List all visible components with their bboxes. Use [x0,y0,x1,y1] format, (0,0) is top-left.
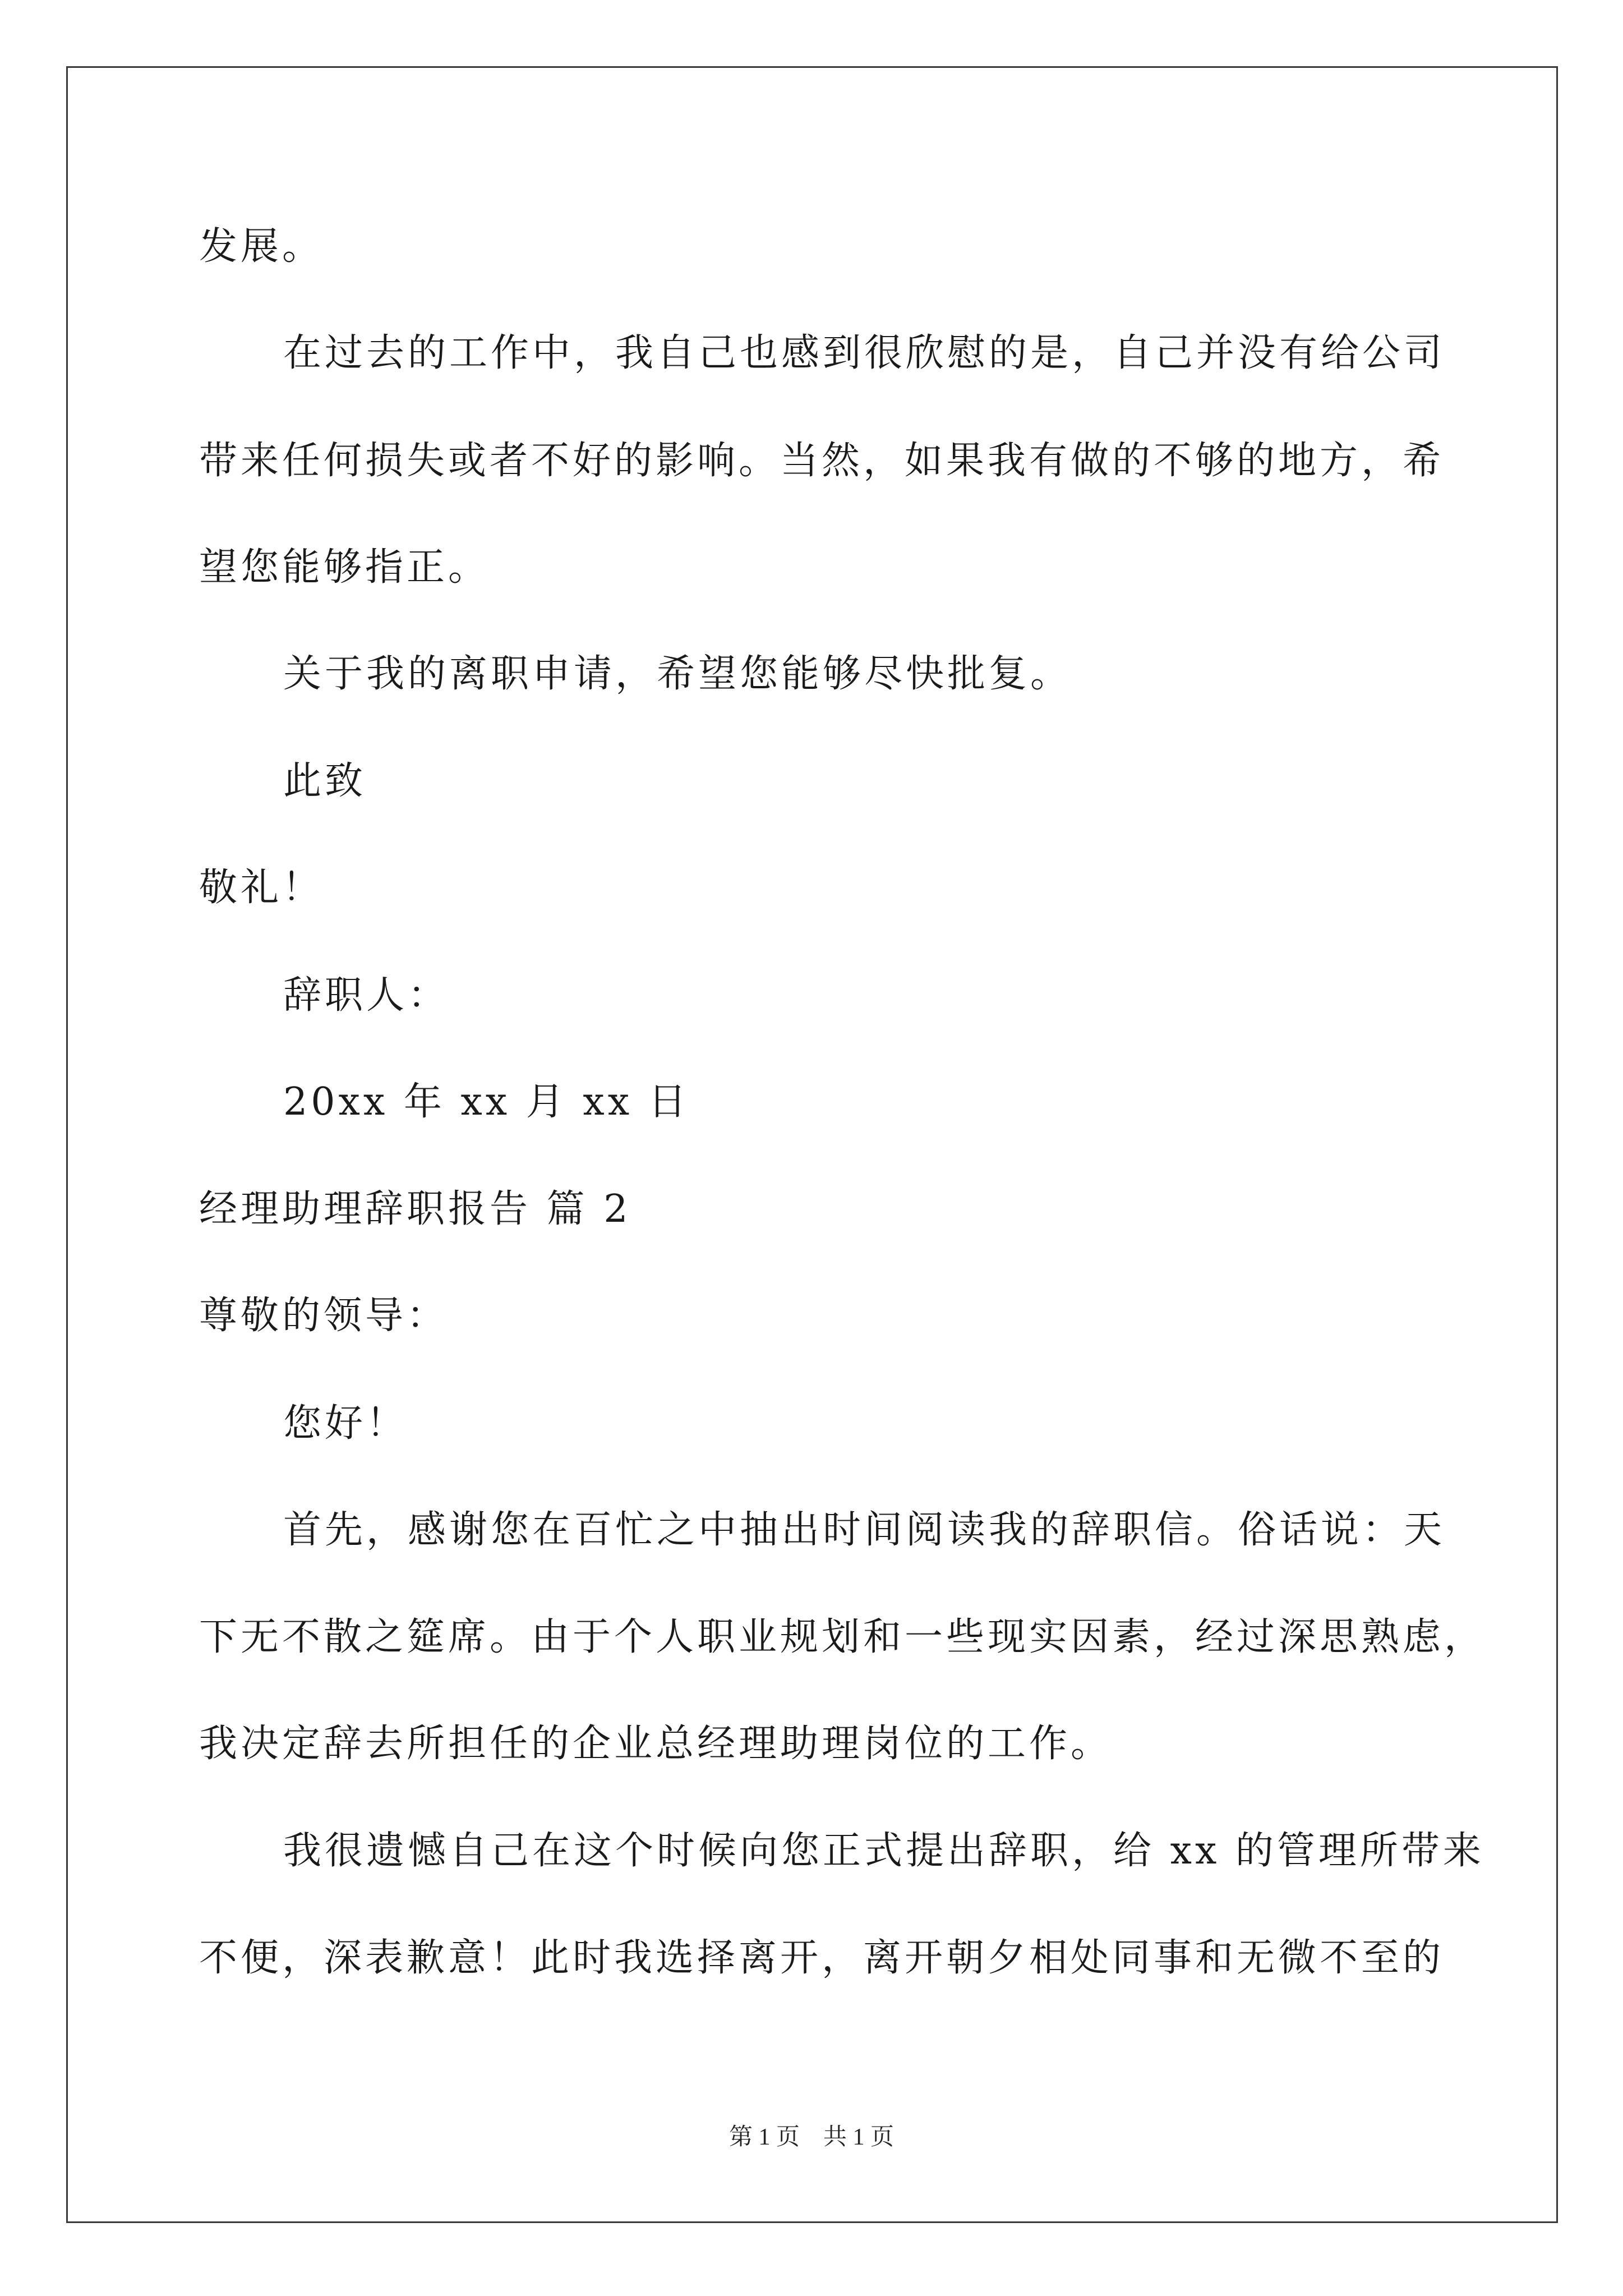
body-line: 我很遗憾自己在这个时候向您正式提出辞职，给 xx 的管理所带来 [283,1829,1484,1873]
greeting-line: 尊敬的领导： [199,1294,449,1338]
date-line: 20xx 年 xx 月 xx 日 [283,1080,690,1124]
body-line: 不便，深表歉意！此时我选择离开，离开朝夕相处同事和无微不至的 [199,1936,1445,1980]
body-line: 关于我的离职申请，希望您能够尽快批复。 [283,652,1072,696]
body-line: 首先，感谢您在百忙之中抽出时间阅读我的辞职信。俗话说：天 [283,1508,1446,1552]
body-line: 在过去的工作中，我自己也感到很欣慰的是，自己并没有给公司 [283,331,1446,375]
body-line: 发展。 [199,224,324,269]
closing-line: 此致 [283,759,367,803]
page-number-footer: 第 1 页 共 1 页 [728,2124,894,2150]
body-line: 带来任何损失或者不好的影响。当然，如果我有做的不够的地方，希 [199,439,1445,483]
signature-label: 辞职人： [283,973,450,1018]
body-line: 下无不散之筵席。由于个人职业规划和一些现实因素，经过深思熟虑， [199,1615,1486,1659]
body-line: 望您能够指正。 [199,545,490,590]
section-title: 经理助理辞职报告 篇 2 [199,1187,631,1231]
page-border [66,66,1558,2223]
greeting-line: 您好！ [283,1401,408,1446]
body-line: 我决定辞去所担任的企业总经理助理岗位的工作。 [199,1722,1113,1766]
salutation-line: 敬礼！ [199,866,324,910]
